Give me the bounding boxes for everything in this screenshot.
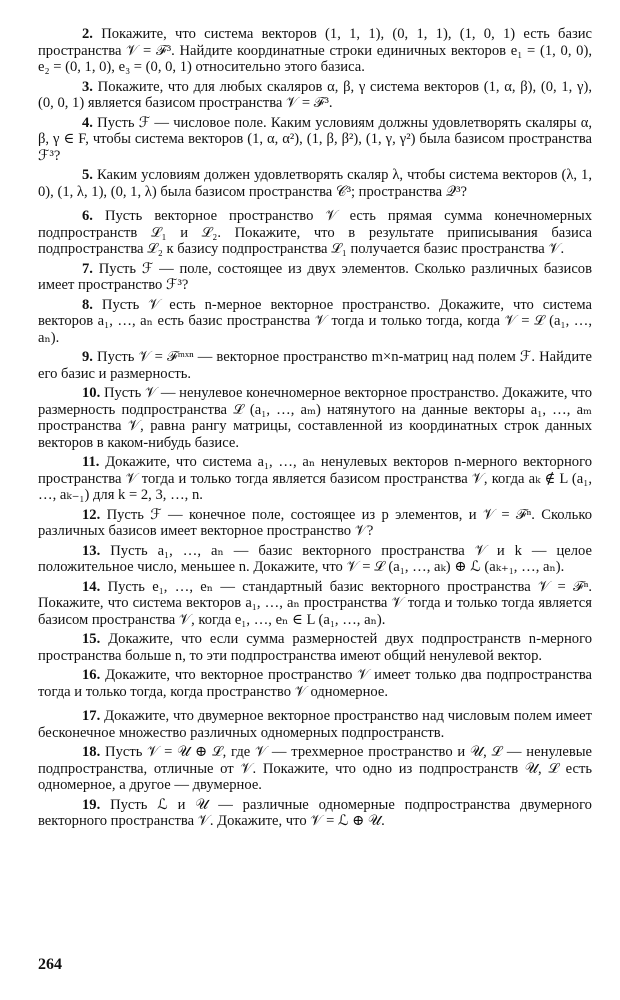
problem-2 [38, 26, 592, 76]
problem-text: Пусть 𝒱 = 𝒰 ⊕ ℒ, где 𝒱 — трехмерное пространство и 𝒰, ℒ — ненулевые подпространства, отличные от 𝒱. Покажите, что одно из подпространств 𝒰, ℒ есть одномерное, а другое — двумерное. [38, 744, 592, 793]
problem-6 [38, 208, 592, 258]
problem-10 [38, 385, 592, 451]
problem-15 [38, 631, 592, 664]
problem-text: Пусть 𝒱 есть n-мерное векторное пространство. Докажите, что система векторов a₁, …, aₙ есть базис пространства 𝒱 тогда и только тогда, когда 𝒱 = ℒ (a₁, …, aₙ). [38, 296, 592, 346]
problem-text: Докажите, что если сумма размерностей двух подпространств n-мерного пространства больше n, то эти подпространства имеют общий ненулевой вектор. [38, 631, 592, 664]
problem-number: 15. [82, 631, 101, 647]
problem-text: Пусть 𝒱 — ненулевое конечномерное векторное пространство. Докажите, что размерность подпространства ℒ (a₁, …, aₘ) натянутого на данные векторы a₁, …, aₘ пространства 𝒱, равна рангу матрицы, составленной из координатных строк данных векторов в каком-нибудь базисе. [38, 385, 592, 451]
problem-number: 18. [82, 744, 101, 760]
problem-12 [38, 507, 592, 540]
problem-text: Пусть ℱ — конечное поле, состоящее из p элементов, и 𝒱 = ℱⁿ. Сколько различных базисов имеет векторное пространство 𝒱? [38, 506, 592, 539]
page-number: 264 [38, 956, 62, 973]
problem-number: 3. [82, 78, 93, 95]
problem-9 [38, 349, 592, 382]
problem-text: Каким условиям должен удовлетворять скаляр λ, чтобы система векторов (λ, 1, 0), (1, λ, 1), (0, 1, λ) была базисом пространства 𝒞³; пространства 𝒬³? [38, 167, 592, 200]
problem-number: 14. [82, 578, 101, 595]
problem-7 [38, 261, 592, 294]
problem-number: 9. [82, 349, 93, 365]
problem-text: Пусть ℱ — числовое поле. Каким условиям должны удовлетворять скаляры α, β, γ ∈ F, чтобы система векторов (1, α, α²), (1, β, β²), (1, γ, γ²) была базисом пространства ℱ³? [38, 114, 593, 164]
problem-number: 8. [82, 296, 93, 313]
problem-5 [38, 167, 592, 200]
problem-text: Пусть a₁, …, aₙ — базис векторного пространства 𝒱 и k — целое положительное число, меньшее n. Докажите, что 𝒱 = ℒ (a₁, …, aₖ) ⊕ ℒ (aₖ₊₁, …, aₙ). [38, 542, 592, 575]
problem-11 [38, 454, 592, 504]
problem-17 [38, 708, 592, 741]
problem-19 [38, 797, 592, 830]
problem-text: Пусть ℱ — поле, состоящее из двух элементов. Сколько различных базисов имеет пространство ℱ³? [38, 260, 592, 293]
problem-16 [38, 667, 592, 700]
problem-14 [38, 579, 592, 629]
problem-3 [38, 79, 592, 112]
problem-4 [38, 115, 592, 165]
problem-13 [38, 543, 592, 576]
problem-number: 2. [82, 26, 93, 42]
problem-number: 11. [82, 454, 100, 470]
problem-number: 19. [82, 796, 101, 813]
problem-number: 13. [82, 542, 101, 559]
problem-number: 5. [82, 167, 93, 183]
problem-text: Пусть e₁, …, eₙ — стандартный базис векторного пространства 𝒱 = ℱⁿ. Покажите, что система векторов a₁, …, aₙ пространства 𝒱 тогда и только тогда является базисом пространства 𝒱, когда e₁, …, eₙ ∈ L (a₁, …, aₙ). [38, 578, 592, 628]
problem-text: Докажите, что двумерное векторное пространство над числовым полем имеет бесконечное множество различных одномерных подпространств. [38, 708, 592, 741]
problem-number: 16. [82, 667, 101, 683]
problem-text: Пусть 𝒱 = ℱᵐˣⁿ — векторное пространство m×n-матриц над полем ℱ. Найдите его базис и размерность. [38, 349, 592, 382]
problem-number: 6. [82, 208, 93, 224]
problem-number: 17. [82, 708, 101, 724]
problem-number: 12. [82, 506, 101, 523]
problem-8 [38, 297, 592, 347]
problem-text: Докажите, что векторное пространство 𝒱 имеет только два подпространства тогда и только тогда, когда пространство 𝒱 одномерное. [38, 667, 592, 700]
problem-text: Покажите, что система векторов (1, 1, 1), (0, 1, 1), (1, 0, 1) есть базис пространства 𝒱 = ℱ³. Найдите координатные строки единичных векторов e₁ = (1, 0, 0), e₂ = (0, 1, 0), e₃ = (0, 0, 1) относительно этого базиса. [38, 26, 592, 75]
problem-text: Покажите, что для любых скаляров α, β, γ система векторов (1, α, β), (0, 1, γ), (0, 0, 1) является базисом пространства 𝒱 = ℱ³. [38, 78, 592, 111]
problem-text: Пусть ℒ и 𝒰 — различные одномерные подпространства двумерного векторного пространства 𝒱. Докажите, что 𝒱 = ℒ ⊕ 𝒰. [38, 796, 592, 829]
problem-number: 10. [82, 385, 101, 401]
problem-number: 7. [82, 260, 93, 277]
problem-number: 4. [82, 114, 93, 131]
problem-text: Пусть векторное пространство 𝒱 есть прямая сумма конечномерных подпространств ℒ₁ и ℒ₂. Покажите, что в результате приписывания базиса подпространства ℒ₂ к базису подпространства ℒ₁ получается базис пространства 𝒱. [38, 208, 592, 257]
problem-18 [38, 744, 592, 794]
problem-text: Докажите, что система a₁, …, aₙ ненулевых векторов n-мерного векторного пространства 𝒱 тогда и только тогда является базисом пространства 𝒱, когда aₖ ∉ L (a₁, …, aₖ₋₁) для k = 2, 3, …, n. [38, 454, 592, 503]
